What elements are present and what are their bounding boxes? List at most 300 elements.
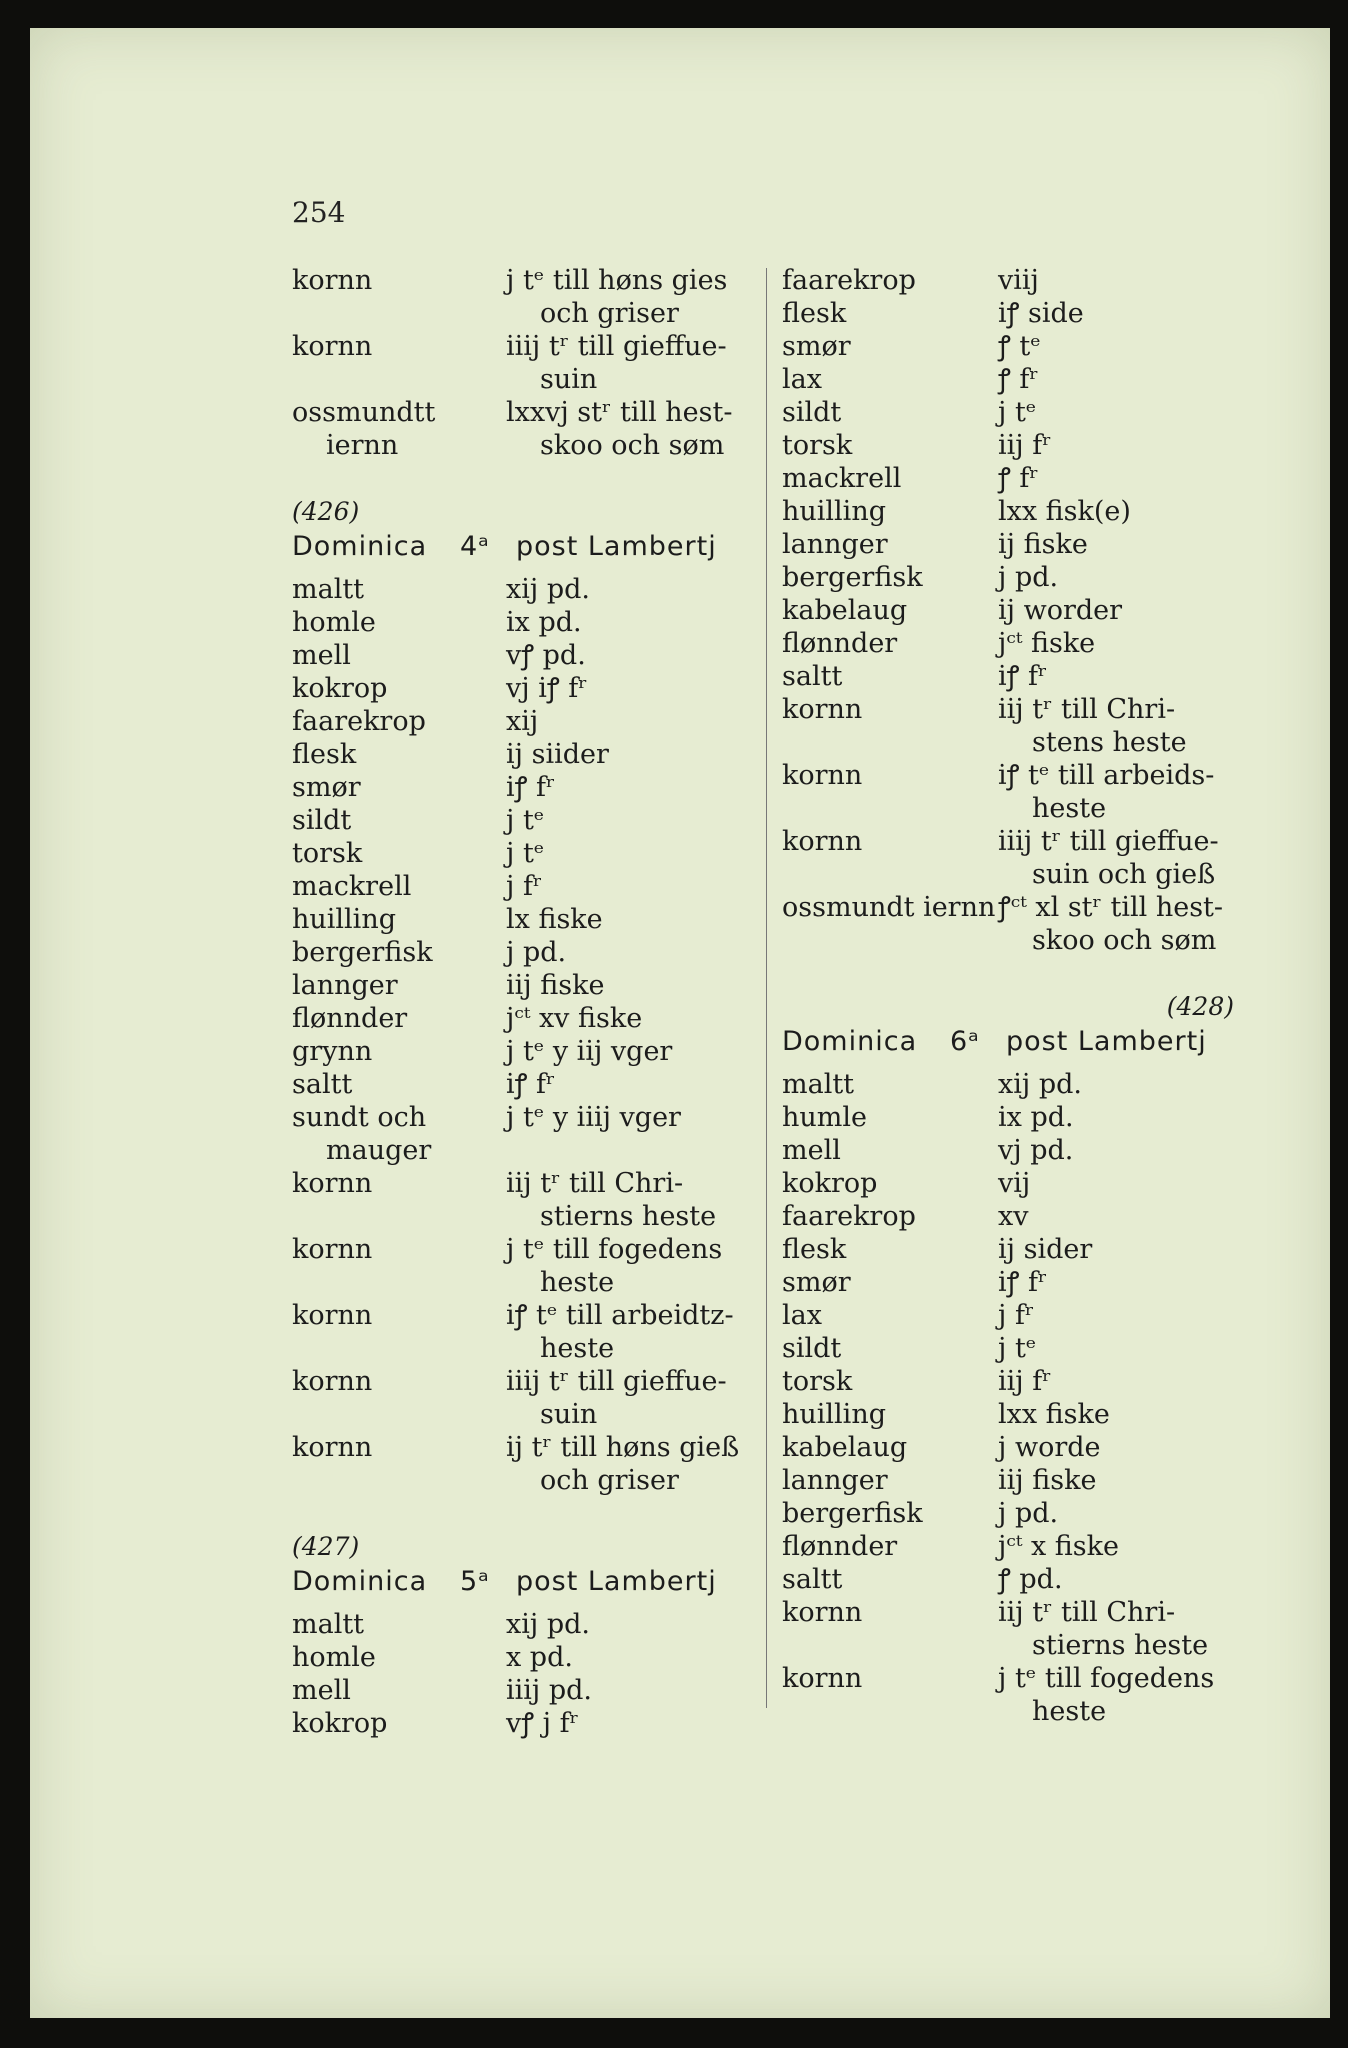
entry-quantity [998, 1662, 1238, 1728]
entry-quantity-text: vꝭ j fʳ [506, 1708, 579, 1739]
entry-quantity-text: j pd. [506, 937, 567, 968]
entry-quantity [506, 705, 744, 738]
entry-term-text: mell [292, 1675, 351, 1706]
entry-row [292, 1674, 744, 1707]
entry-quantity [506, 1299, 744, 1365]
entry-quantity-continuation: stierns heste [1032, 1630, 1209, 1661]
entry-term [782, 462, 998, 495]
entry-row [292, 837, 744, 870]
entry-term [782, 1266, 998, 1299]
entry-quantity-text: iiij tʳ till gieffue- [506, 331, 727, 362]
entry-term [782, 1200, 998, 1233]
entry-row [782, 693, 1238, 759]
entry-quantity-text: j tᵉ y iij vger [506, 1036, 673, 1067]
entry-quantity [998, 429, 1238, 462]
entry-quantity [506, 1167, 744, 1233]
entry-quantity-text: ꝭ tᵉ [998, 331, 1041, 362]
section-heading [292, 530, 744, 563]
entry-term [782, 1233, 998, 1266]
entry-term [782, 594, 998, 627]
document-page [30, 28, 1330, 2018]
entry-quantity [998, 1596, 1238, 1662]
entry-term [782, 825, 998, 891]
entry-quantity-continuation: suin och gieß [1032, 859, 1216, 890]
entry-quantity-text: j tᵉ [506, 838, 545, 869]
entry-term-text: faarekrop [292, 706, 426, 737]
entry-quantity-text: viij [998, 265, 1039, 296]
entry-quantity-text: ix pd. [998, 1102, 1074, 1133]
entry-quantity-text: vꝭ pd. [506, 640, 586, 671]
entry-term [292, 1674, 506, 1707]
entry-term [292, 1167, 506, 1233]
entry-quantity-text: iꝭ fʳ [506, 772, 556, 803]
entry-term [292, 606, 506, 639]
entry-term [292, 969, 506, 1002]
entry-quantity [998, 1398, 1238, 1431]
entry-quantity [998, 1530, 1238, 1563]
entry-quantity-text: iij tʳ till Chri- [506, 1168, 684, 1199]
entry-row [292, 1233, 744, 1299]
entry-term-text: sildt [782, 397, 842, 428]
entry-quantity-text: iꝭ tᵉ till arbeids- [998, 760, 1215, 791]
entry-term [292, 1365, 506, 1431]
entry-quantity [998, 1365, 1238, 1398]
entry-quantity-text: j pd. [998, 562, 1059, 593]
entry-quantity [506, 639, 744, 672]
entry-term-text: torsk [292, 838, 363, 869]
entry-term [292, 1299, 506, 1365]
entry-term [782, 1662, 998, 1728]
entry-term-text: kornn [292, 331, 373, 362]
entry-quantity-text: xij pd. [998, 1069, 1082, 1100]
entry-term-text: sildt [292, 805, 352, 836]
entry-term [292, 396, 506, 462]
entry-quantity-continuation: heste [1032, 793, 1107, 824]
entry-term-text: huilling [292, 904, 396, 935]
entry-term-text: bergerfisk [782, 562, 923, 593]
entry-term [782, 264, 998, 297]
entry-quantity-continuation: och griser [540, 298, 679, 329]
entry-term [782, 330, 998, 363]
entry-term-text: torsk [782, 430, 853, 461]
entry-quantity [998, 627, 1238, 660]
entry-quantity-continuation: stierns heste [540, 1201, 717, 1232]
entry-quantity [506, 1641, 744, 1674]
section-heading-part: Dominica [292, 1566, 428, 1597]
entry-quantity-text: j fʳ [998, 1300, 1035, 1331]
entry-term-text: mackrell [292, 871, 412, 902]
entry-row [782, 825, 1238, 891]
entry-quantity [998, 1464, 1238, 1497]
entry-quantity-text: xij [506, 706, 539, 737]
entry-quantity [998, 528, 1238, 561]
entry-term-text: flesk [292, 739, 357, 770]
column-divider [766, 268, 767, 1708]
section-gap [292, 1497, 744, 1530]
entry-row [292, 1002, 744, 1035]
entry-quantity-text: xv [998, 1201, 1029, 1232]
entry-term-text: kornn [782, 1597, 863, 1628]
entry-term [782, 1431, 998, 1464]
entry-quantity [506, 1431, 744, 1497]
section-heading-part: 6ᵃ [950, 1026, 980, 1057]
entry-term-text: lannger [292, 970, 398, 1001]
entry-term-text: homle [292, 607, 376, 638]
entry-quantity-text: x pd. [506, 1642, 573, 1673]
entry-quantity-text: lxx fiske [998, 1399, 1110, 1430]
entry-row [292, 738, 744, 771]
entry-term [292, 837, 506, 870]
entry-term [782, 1167, 998, 1200]
entry-quantity [506, 1002, 744, 1035]
entry-row [782, 1167, 1238, 1200]
entry-row [782, 396, 1238, 429]
entry-quantity [506, 1101, 744, 1167]
entry-quantity-text: iꝭ fʳ [998, 1267, 1048, 1298]
entry-term [782, 297, 998, 330]
entry-quantity-text: xij pd. [506, 574, 590, 605]
entry-quantity [506, 870, 744, 903]
entry-quantity-text: vj iꝭ fʳ [506, 673, 588, 704]
entry-quantity [506, 1035, 744, 1068]
section-reference: (427) [292, 1532, 360, 1561]
entry-term [292, 1608, 506, 1641]
entry-term-text: grynn [292, 1036, 373, 1067]
entry-row [292, 870, 744, 903]
entry-row [782, 1068, 1238, 1101]
entry-row [292, 573, 744, 606]
entry-term-text: kornn [292, 1300, 373, 1331]
section-heading-part: Dominica [782, 1026, 918, 1057]
entry-quantity-text: iij fiske [998, 1465, 1097, 1496]
entry-term [782, 627, 998, 660]
entry-row [782, 264, 1238, 297]
entry-quantity-text: iꝭ fʳ [506, 1069, 556, 1100]
entry-quantity [506, 1233, 744, 1299]
entry-quantity-text: vij [998, 1168, 1031, 1199]
entry-quantity [506, 1068, 744, 1101]
entry-term [292, 672, 506, 705]
entry-quantity-continuation: stens heste [1032, 727, 1187, 758]
entry-term [292, 264, 506, 330]
entry-quantity [506, 672, 744, 705]
right-column [782, 264, 1238, 1728]
entry-quantity-text: ij siider [506, 739, 609, 770]
entry-quantity-text: ꝭᶜᵗ xl stʳ till hest- [998, 892, 1224, 923]
entry-quantity-text: iꝭ side [998, 298, 1084, 329]
entry-term [292, 1068, 506, 1101]
entry-term-text: kornn [292, 1432, 373, 1463]
entry-quantity [998, 660, 1238, 693]
entry-term [292, 1233, 506, 1299]
entry-quantity-text: iiij tʳ till gieffue- [506, 1366, 727, 1397]
entry-quantity-text: lx fiske [506, 904, 603, 935]
section-gap [782, 957, 1238, 990]
entry-term-text: kornn [782, 1663, 863, 1694]
section-heading-part: 4ᵃ [460, 531, 490, 562]
entry-term [292, 1101, 506, 1167]
entry-quantity-text: j worde [998, 1432, 1101, 1463]
section-gap [292, 462, 744, 495]
entry-quantity-text: jᶜᵗ fiske [998, 628, 1096, 659]
entry-term [782, 1134, 998, 1167]
entry-row [782, 1101, 1238, 1134]
entry-term [292, 936, 506, 969]
entry-term [782, 561, 998, 594]
entry-term [782, 1101, 998, 1134]
entry-quantity [998, 495, 1238, 528]
entry-term [292, 1707, 506, 1740]
entry-quantity-text: j tᵉ till fogedens [998, 1663, 1215, 1694]
entry-term [782, 1332, 998, 1365]
entry-term-text: kokrop [292, 673, 388, 704]
entry-row [782, 528, 1238, 561]
entry-term-text: maltt [782, 1069, 855, 1100]
entry-quantity-text: j pd. [998, 1498, 1059, 1529]
entry-row [782, 363, 1238, 396]
section-reference: (426) [292, 497, 360, 526]
entry-quantity-continuation: suin [540, 1399, 598, 1430]
entry-term-text: huilling [782, 496, 886, 527]
entry-quantity [998, 1563, 1238, 1596]
entry-row [292, 1365, 744, 1431]
entry-term-text: mackrell [782, 463, 902, 494]
entry-quantity [998, 1299, 1238, 1332]
entry-term [782, 1563, 998, 1596]
entry-term-text: smør [292, 772, 361, 803]
entry-quantity-continuation: heste [540, 1267, 615, 1298]
entry-term-text: saltt [782, 661, 843, 692]
entry-row [292, 804, 744, 837]
entry-quantity [506, 837, 744, 870]
entry-term [292, 573, 506, 606]
entry-term-text: lannger [782, 1465, 888, 1496]
entry-term-text: torsk [782, 1366, 853, 1397]
entry-quantity [506, 936, 744, 969]
entry-quantity-text: ix pd. [506, 607, 582, 638]
entry-term [782, 528, 998, 561]
entry-term-text: saltt [292, 1069, 353, 1100]
entry-term-text: sundt och [292, 1102, 427, 1133]
entry-term-text: bergerfisk [782, 1498, 923, 1529]
entry-row [292, 936, 744, 969]
entry-term-text: flønnder [292, 1003, 408, 1034]
entry-term-text: kornn [292, 265, 373, 296]
section-heading-part: Dominica [292, 531, 428, 562]
entry-quantity [998, 1101, 1238, 1134]
entry-quantity-text: iiij pd. [506, 1675, 593, 1706]
entry-term [782, 1530, 998, 1563]
entry-quantity-text: iij fʳ [998, 430, 1052, 461]
entry-term-text: kabelaug [782, 1432, 908, 1463]
entry-row [782, 1332, 1238, 1365]
entry-row [292, 705, 744, 738]
entry-term [782, 1464, 998, 1497]
entry-row [292, 1431, 744, 1497]
entry-row [292, 1167, 744, 1233]
entry-term-text: kornn [292, 1168, 373, 1199]
entry-quantity-text: ij worder [998, 595, 1123, 626]
entry-quantity [998, 396, 1238, 429]
entry-quantity-text: j tᵉ till høns gies [506, 265, 728, 296]
entry-quantity [506, 903, 744, 936]
entry-quantity-text: iij tʳ till Chri- [998, 1597, 1176, 1628]
entry-term [782, 1068, 998, 1101]
entry-row [782, 1530, 1238, 1563]
entry-quantity [998, 363, 1238, 396]
section-heading [782, 1025, 1238, 1058]
entry-quantity [998, 1068, 1238, 1101]
entry-quantity-text: ꝭ fʳ [998, 463, 1039, 494]
entry-quantity-continuation: heste [1032, 1696, 1107, 1727]
entry-term [292, 1641, 506, 1674]
entry-quantity-text: j fʳ [506, 871, 543, 902]
entry-quantity-text: ij sider [998, 1234, 1093, 1265]
entry-term-text: lannger [782, 529, 888, 560]
entry-quantity [506, 396, 744, 462]
entry-quantity-continuation: skoo och søm [1032, 925, 1217, 956]
entry-quantity-continuation: suin [540, 364, 598, 395]
entry-quantity-text: j tᵉ [506, 805, 545, 836]
entry-term-text: mell [292, 640, 351, 671]
entry-term-text: flesk [782, 298, 847, 329]
entry-quantity-text: j tᵉ [998, 1333, 1037, 1364]
entry-quantity [998, 1233, 1238, 1266]
entry-term [782, 1299, 998, 1332]
entry-term [782, 891, 998, 957]
entry-row [782, 1464, 1238, 1497]
entry-term-text: maltt [292, 574, 365, 605]
entry-quantity-text: iiij tʳ till gieffue- [998, 826, 1219, 857]
entry-quantity [998, 1134, 1238, 1167]
entry-quantity [506, 804, 744, 837]
entry-term-continuation: iernn [326, 430, 399, 461]
entry-row [782, 561, 1238, 594]
entry-quantity [506, 606, 744, 639]
entry-term-text: kornn [292, 1234, 373, 1265]
entry-term [292, 1431, 506, 1497]
entry-quantity [506, 1674, 744, 1707]
section-heading-part: post Lambertj [1006, 1026, 1207, 1057]
entry-term [292, 705, 506, 738]
entry-row [782, 330, 1238, 363]
entry-term-text: kabelaug [782, 595, 908, 626]
entry-row [292, 264, 744, 330]
entry-row [782, 1200, 1238, 1233]
entry-quantity-text: iij fiske [506, 970, 605, 1001]
entry-term-text: maltt [292, 1609, 365, 1640]
entry-row [782, 1431, 1238, 1464]
section-heading-part: post Lambertj [516, 1566, 717, 1597]
entry-row [292, 672, 744, 705]
entry-term [782, 495, 998, 528]
entry-row [292, 1707, 744, 1740]
entry-quantity [506, 771, 744, 804]
entry-quantity [998, 693, 1238, 759]
entry-term-text: smør [782, 331, 851, 362]
entry-quantity-text: j tᵉ till fogedens [506, 1234, 723, 1265]
entry-quantity-continuation: heste [540, 1333, 615, 1364]
entry-term-text: flønnder [782, 628, 898, 659]
entry-quantity [998, 297, 1238, 330]
entry-term-text: homle [292, 1642, 376, 1673]
entry-term [292, 870, 506, 903]
entry-row [782, 1299, 1238, 1332]
section-reference: (428) [1166, 992, 1234, 1021]
entry-term [292, 1035, 506, 1068]
entry-row [292, 903, 744, 936]
entry-term-text: kornn [782, 694, 863, 725]
entry-quantity [998, 1332, 1238, 1365]
entry-term-text: saltt [782, 1564, 843, 1595]
entry-term-text: kokrop [782, 1168, 878, 1199]
entry-row [292, 396, 744, 462]
entry-quantity-text: xij pd. [506, 1609, 590, 1640]
entry-row [782, 594, 1238, 627]
entry-row [292, 1101, 744, 1167]
section-heading-part: 5ᵃ [460, 1566, 490, 1597]
entry-term-text: flesk [782, 1234, 847, 1265]
entry-quantity [998, 1200, 1238, 1233]
entry-term-text: kornn [782, 760, 863, 791]
entry-quantity-text: ij fiske [998, 529, 1088, 560]
entry-row [782, 1497, 1238, 1530]
entry-row [782, 495, 1238, 528]
entry-quantity [998, 330, 1238, 363]
entry-row [782, 627, 1238, 660]
entry-row [782, 1134, 1238, 1167]
entry-term [782, 363, 998, 396]
entry-row [782, 1563, 1238, 1596]
entry-quantity-text: ij tʳ till høns gieß [506, 1432, 740, 1463]
section-heading-part: post Lambertj [516, 531, 717, 562]
entry-quantity-text: ꝭ pd. [998, 1564, 1063, 1595]
entry-term-text: bergerfisk [292, 937, 433, 968]
entry-term-text: lax [782, 364, 822, 395]
entry-quantity-text: lxxvj stʳ till hest- [506, 397, 733, 428]
entry-row [292, 1608, 744, 1641]
entry-term [782, 1596, 998, 1662]
entry-term-text: mell [782, 1135, 841, 1166]
entry-row [782, 429, 1238, 462]
entry-term-text: sildt [782, 1333, 842, 1364]
entry-term [782, 396, 998, 429]
entry-quantity [998, 1266, 1238, 1299]
entry-row [782, 660, 1238, 693]
entry-term-text: ossmundtt [292, 397, 436, 428]
entry-term [782, 1497, 998, 1530]
entry-row [782, 462, 1238, 495]
entry-quantity-continuation: och griser [540, 1465, 679, 1496]
entry-quantity-continuation: skoo och søm [540, 430, 725, 461]
entry-term [292, 330, 506, 396]
entry-term-text: kokrop [292, 1708, 388, 1739]
entry-quantity [998, 264, 1238, 297]
entry-row [782, 1662, 1238, 1728]
entry-term-text: flønnder [782, 1531, 898, 1562]
entry-term [292, 771, 506, 804]
entry-quantity [998, 462, 1238, 495]
entry-term [782, 1398, 998, 1431]
entry-term [782, 759, 998, 825]
entry-quantity-text: j tᵉ [998, 397, 1037, 428]
entry-row [782, 1596, 1238, 1662]
entry-row [292, 639, 744, 672]
entry-quantity-text: jᶜᵗ x fiske [998, 1531, 1119, 1562]
entry-row [292, 1299, 744, 1365]
entry-term [292, 804, 506, 837]
left-column [292, 264, 744, 1740]
